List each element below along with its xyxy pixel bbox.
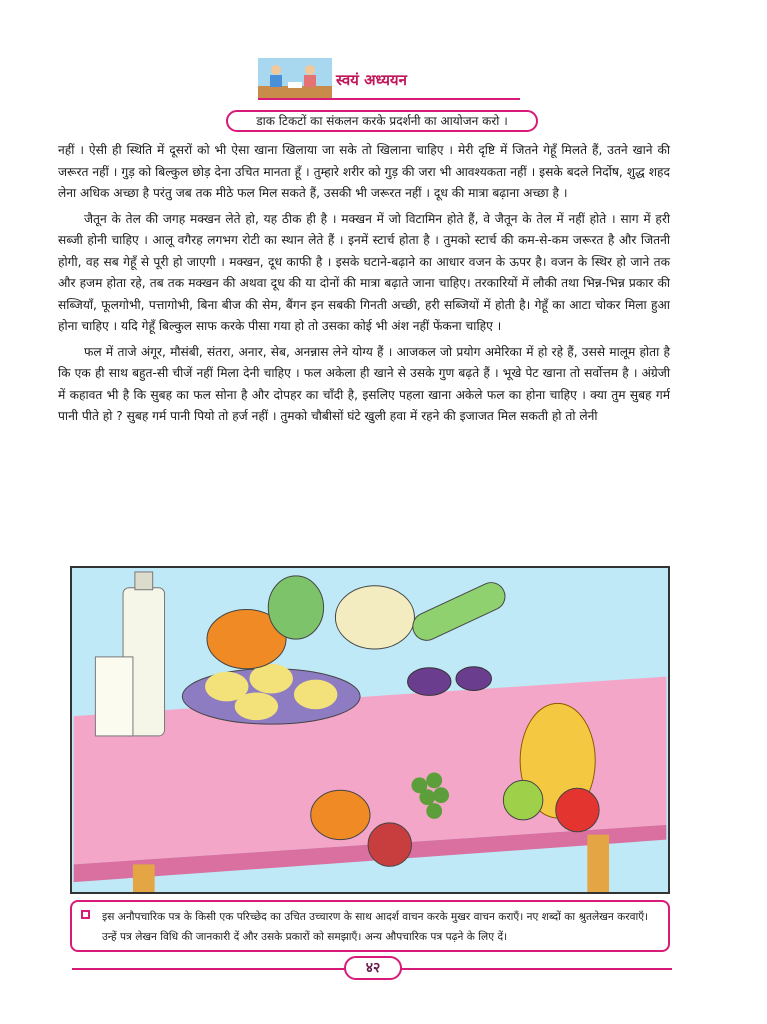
teacher-note: [70, 900, 670, 952]
paragraph-1: नहीं । ऐसी ही स्थिति में दूसरों को भी ऐसा खाना खिलाया जा सके तो खिलाना चाहिए । मेरी दृष्टि में जितने गेहूँ मिलते हैं, उतने खाने की जरूरत नहीं । गुड़ को बिल्कुल छोड़ देना उचित मानता हूँ । तुम्हारे शरीर को गुड़ की जरा भी आवश्यकता नहीं । इसके बदले निर्दोष, शुद्ध शहद लेना अधिक अच्छा है परंतु जब तक मीठे फल मिल सकते हैं, उसकी भी जरूरत नहीं । दूध की मात्रा बढ़ाना अच्छा है ।: [58, 143, 670, 200]
pomegranate-icon: [368, 823, 411, 866]
paragraph-2: जैतून के तेल की जगह मक्खन लेते हो, यह ठीक ही है । मक्खन में जो विटामिन होते हैं, वे जैतून के तेल में नहीं होते । साग में हरी सब्जी होनी चाहिए । आलू वगैरह लगभग रोटी का स्थान लेते हैं । इनमें स्टार्च होता है । तुमको स्टार्च की कम-से-कम जरूरत है और जितनी होगी, वह सब गेहूँ से पूरी हो जाएगी । मक्खन, दूध काफी है । इसके घटाने-बढ़ाने का आधार वजन के ऊपर है। वजन के स्थिर हो जाने तक और हजम होता रहे, तब तक मक्खन की अथवा दूध की या दोनों की मात्रा बढ़ाते जाना चाहिए। तरकारियों में लौकी तथा भिन्न-भिन्न प्रकार की सब्जियाँ, फूलगोभी, पत्तागोभी, बिना बीज की सेम, बैंगन इन सबकी गिनती अच्छी, हरी सब्जियों में होती है। गेहूँ का आटा चोकर मिला हुआ होना चाहिए । यदि गेहूँ बिल्कुल साफ करके पीसा गया हो तो उसका कोई भी अंश नहीं फेंकना चाहिए ।: [58, 211, 670, 333]
orange-icon: [311, 790, 370, 839]
checkbox-bullet-icon: [81, 910, 90, 919]
brinjal-icon: [408, 668, 451, 696]
teacher-note-text: इस अनौपचारिक पत्र के किसी एक परिच्छेद का उचित उच्चारण के साथ आदर्श वाचन करके मुखर वाचन कराएँ। नए शब्दों का श्रुतलेखन करवाएँ। उन्हें पत्र लेखन विधि की जानकारी दें और उसके प्रकारों को समझाएँ। अन्य औपचारिक पत्र पढ़ने के लिए दें।: [102, 911, 649, 943]
page-number: ४२: [344, 956, 402, 980]
title-divider: [258, 98, 520, 100]
cauliflower-icon: [335, 586, 414, 649]
paragraph-3: फल में ताजे अंगूर, मौसंबी, संतरा, अनार, सेब, अनन्नास लेने योग्य हैं । आजकल जो प्रयोग अमेरिका में हो रहे हैं, उससे मालूम होता है कि एक ही साथ बहुत-सी चीजें नहीं मिला देनी चाहिए । फल अकेला ही खाने से उसके गुण बढ़ते हैं । भूखे पेट खाना तो सर्वोत्तम है । अंग्रेजी में कहावत भी है कि सुबह का फल सोना है और दोपहर का चाँदी है, इसलिए पहला खाना अकेले फल का होना चाहिए । क्या तुम सुबह गर्म पानी पीते हो ? सुबह गर्म पानी पियो तो हर्ज नहीं । तुमको चौबीसों घंटे खुली हवा में रहने की इजाजत मिल सकती हो तो लेनी: [58, 344, 670, 423]
cabbage-icon: [268, 576, 323, 639]
activity-subtitle: डाक टिकटों का संकलन करके प्रदर्शनी का आयोजन करो ।: [226, 110, 538, 132]
apple-red-icon: [556, 788, 599, 831]
page-header: [0, 0, 767, 140]
letter-body: [58, 140, 670, 432]
self-study-logo-icon: [258, 58, 332, 98]
apple-green-icon: [503, 780, 543, 820]
food-table-illustration: [70, 566, 670, 894]
glass-icon: [95, 657, 133, 736]
table-leg: [587, 835, 609, 892]
section-title: स्वयं अध्ययन: [336, 71, 407, 89]
